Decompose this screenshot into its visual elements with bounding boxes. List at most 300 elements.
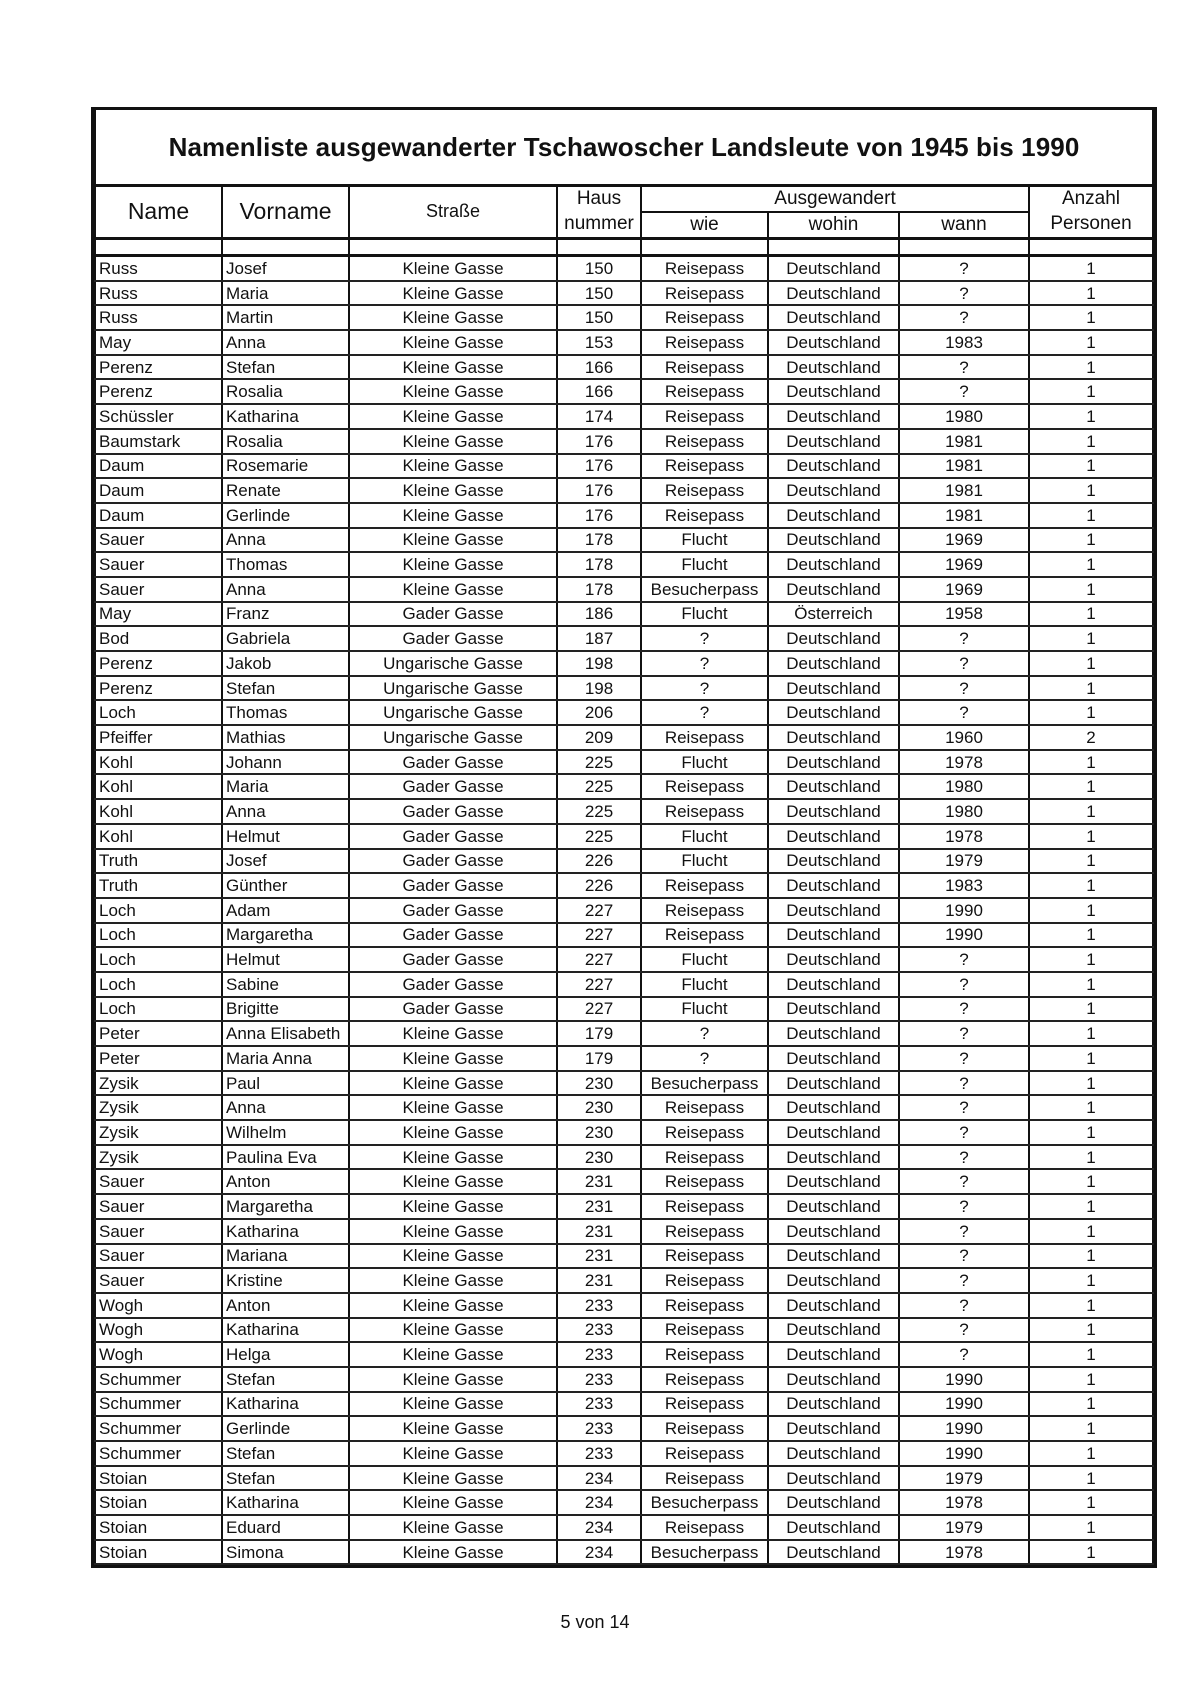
cell-name: Loch <box>95 898 222 923</box>
table-row <box>95 1145 1153 1170</box>
cell-wohin: Deutschland <box>768 1021 899 1046</box>
cell-strasse: Gader Gasse <box>349 873 557 898</box>
cell-wohin: Deutschland <box>768 873 899 898</box>
table-row <box>95 651 1153 676</box>
cell-vorname: Gabriela <box>222 626 349 651</box>
cell-name: Perenz <box>95 379 222 404</box>
cell-vorname: Josef <box>222 849 349 874</box>
cell-anzahl: 1 <box>1029 355 1153 380</box>
table-row <box>95 700 1153 725</box>
cell-anzahl: 1 <box>1029 873 1153 898</box>
cell-wohin: Deutschland <box>768 725 899 750</box>
cell-wann: 1980 <box>899 404 1029 429</box>
table-row <box>95 503 1153 528</box>
cell-vorname: Anton <box>222 1293 349 1318</box>
cell-wohin: Deutschland <box>768 1145 899 1170</box>
cell-strasse: Gader Gasse <box>349 898 557 923</box>
table-row <box>95 379 1153 404</box>
cell-vorname: Anna <box>222 1095 349 1120</box>
table-row <box>95 824 1153 849</box>
cell-hausnummer: 230 <box>557 1071 641 1096</box>
cell-hausnummer: 231 <box>557 1194 641 1219</box>
cell-wie: Besucherpass <box>641 577 768 602</box>
cell-strasse: Kleine Gasse <box>349 1466 557 1491</box>
cell-wohin: Deutschland <box>768 355 899 380</box>
column-header-wie: wie <box>641 212 768 239</box>
cell-name: Russ <box>95 305 222 330</box>
cell-wie: Flucht <box>641 602 768 627</box>
cell-anzahl: 1 <box>1029 651 1153 676</box>
cell-hausnummer: 230 <box>557 1145 641 1170</box>
cell-strasse: Kleine Gasse <box>349 1342 557 1367</box>
cell-vorname: Stefan <box>222 1441 349 1466</box>
cell-wohin: Deutschland <box>768 1367 899 1392</box>
cell-anzahl: 1 <box>1029 1490 1153 1515</box>
cell-strasse: Kleine Gasse <box>349 1515 557 1540</box>
cell-wie: Reisepass <box>641 1219 768 1244</box>
cell-name: Loch <box>95 997 222 1022</box>
cell-vorname: Thomas <box>222 552 349 577</box>
cell-hausnummer: 198 <box>557 651 641 676</box>
cell-name: Wogh <box>95 1318 222 1343</box>
cell-name: Perenz <box>95 676 222 701</box>
cell-vorname: Wilhelm <box>222 1120 349 1145</box>
cell-vorname: Maria <box>222 774 349 799</box>
cell-hausnummer: 225 <box>557 774 641 799</box>
cell-name: Kohl <box>95 799 222 824</box>
table-row <box>95 923 1153 948</box>
cell-wann: 1980 <box>899 799 1029 824</box>
page-number: 5 von 14 <box>560 1612 630 1632</box>
cell-strasse: Kleine Gasse <box>349 1145 557 1170</box>
cell-wie: Besucherpass <box>641 1540 768 1565</box>
table-row <box>95 1219 1153 1244</box>
cell-wohin: Deutschland <box>768 1268 899 1293</box>
cell-wie: Besucherpass <box>641 1490 768 1515</box>
cell-strasse: Kleine Gasse <box>349 1367 557 1392</box>
cell-wohin: Deutschland <box>768 700 899 725</box>
cell-name: Loch <box>95 947 222 972</box>
column-header-wohin: wohin <box>768 212 899 239</box>
cell-anzahl: 1 <box>1029 1120 1153 1145</box>
cell-anzahl: 1 <box>1029 824 1153 849</box>
cell-wann: 1981 <box>899 429 1029 454</box>
cell-vorname: Kristine <box>222 1268 349 1293</box>
cell-wann: 1990 <box>899 1392 1029 1417</box>
cell-name: Sauer <box>95 577 222 602</box>
table-row <box>95 898 1153 923</box>
cell-wie: Reisepass <box>641 379 768 404</box>
cell-wohin: Deutschland <box>768 305 899 330</box>
cell-wann: ? <box>899 1244 1029 1269</box>
cell-hausnummer: 176 <box>557 478 641 503</box>
cell-hausnummer: 234 <box>557 1466 641 1491</box>
cell-strasse: Kleine Gasse <box>349 1120 557 1145</box>
cell-anzahl: 1 <box>1029 330 1153 355</box>
cell-vorname: Sabine <box>222 972 349 997</box>
cell-anzahl: 1 <box>1029 1071 1153 1096</box>
cell-name: Loch <box>95 700 222 725</box>
cell-strasse: Kleine Gasse <box>349 1194 557 1219</box>
cell-strasse: Kleine Gasse <box>349 1441 557 1466</box>
cell-wohin: Deutschland <box>768 1540 899 1565</box>
table-row <box>95 528 1153 553</box>
cell-strasse: Kleine Gasse <box>349 429 557 454</box>
cell-vorname: Renate <box>222 478 349 503</box>
cell-anzahl: 1 <box>1029 1466 1153 1491</box>
table-row <box>95 873 1153 898</box>
cell-wie: Reisepass <box>641 330 768 355</box>
cell-hausnummer: 231 <box>557 1244 641 1269</box>
cell-anzahl: 1 <box>1029 972 1153 997</box>
cell-wann: ? <box>899 1194 1029 1219</box>
cell-wann: 1979 <box>899 1515 1029 1540</box>
cell-vorname: Rosalia <box>222 429 349 454</box>
cell-wohin: Deutschland <box>768 1466 899 1491</box>
cell-vorname: Mathias <box>222 725 349 750</box>
cell-wann: ? <box>899 256 1029 281</box>
cell-vorname: Anna <box>222 577 349 602</box>
cell-anzahl: 1 <box>1029 1145 1153 1170</box>
cell-wohin: Deutschland <box>768 1244 899 1269</box>
cell-name: Russ <box>95 256 222 281</box>
cell-name: Pfeiffer <box>95 725 222 750</box>
cell-wann: ? <box>899 1145 1029 1170</box>
cell-anzahl: 1 <box>1029 1046 1153 1071</box>
cell-wie: Reisepass <box>641 1169 768 1194</box>
cell-name: Schummer <box>95 1416 222 1441</box>
blank-spacer-row <box>95 239 1153 256</box>
cell-wohin: Deutschland <box>768 454 899 479</box>
cell-vorname: Paul <box>222 1071 349 1096</box>
cell-wohin: Deutschland <box>768 256 899 281</box>
cell-anzahl: 1 <box>1029 404 1153 429</box>
table-row <box>95 330 1153 355</box>
cell-wohin: Deutschland <box>768 1046 899 1071</box>
cell-wann: ? <box>899 305 1029 330</box>
cell-name: Perenz <box>95 651 222 676</box>
cell-name: Sauer <box>95 1268 222 1293</box>
cell-wohin: Deutschland <box>768 1490 899 1515</box>
cell-hausnummer: 178 <box>557 528 641 553</box>
cell-strasse: Kleine Gasse <box>349 1071 557 1096</box>
cell-anzahl: 1 <box>1029 626 1153 651</box>
cell-hausnummer: 226 <box>557 849 641 874</box>
cell-vorname: Mariana <box>222 1244 349 1269</box>
cell-hausnummer: 225 <box>557 799 641 824</box>
cell-wie: ? <box>641 1046 768 1071</box>
cell-name: Zysik <box>95 1145 222 1170</box>
cell-wohin: Deutschland <box>768 404 899 429</box>
table-row <box>95 1194 1153 1219</box>
cell-name: Daum <box>95 478 222 503</box>
cell-anzahl: 1 <box>1029 1515 1153 1540</box>
cell-name: Bod <box>95 626 222 651</box>
cell-anzahl: 1 <box>1029 1169 1153 1194</box>
cell-name: Zysik <box>95 1095 222 1120</box>
table-row <box>95 305 1153 330</box>
cell-name: Sauer <box>95 1194 222 1219</box>
cell-name: Kohl <box>95 750 222 775</box>
table-row <box>95 626 1153 651</box>
cell-wann: ? <box>899 379 1029 404</box>
cell-strasse: Kleine Gasse <box>349 305 557 330</box>
cell-anzahl: 1 <box>1029 552 1153 577</box>
emigrant-list-table <box>94 110 1154 1565</box>
cell-vorname: Katharina <box>222 1318 349 1343</box>
cell-wie: Reisepass <box>641 1367 768 1392</box>
cell-strasse: Kleine Gasse <box>349 1268 557 1293</box>
cell-wie: Flucht <box>641 528 768 553</box>
cell-wann: ? <box>899 1169 1029 1194</box>
cell-strasse: Gader Gasse <box>349 799 557 824</box>
cell-hausnummer: 227 <box>557 997 641 1022</box>
cell-hausnummer: 233 <box>557 1441 641 1466</box>
emigrant-list-table-frame <box>91 107 1157 1568</box>
table-row <box>95 849 1153 874</box>
cell-wohin: Deutschland <box>768 651 899 676</box>
cell-hausnummer: 178 <box>557 552 641 577</box>
cell-strasse: Kleine Gasse <box>349 454 557 479</box>
table-row <box>95 602 1153 627</box>
cell-hausnummer: 233 <box>557 1367 641 1392</box>
cell-strasse: Kleine Gasse <box>349 503 557 528</box>
cell-strasse: Gader Gasse <box>349 602 557 627</box>
cell-wie: Reisepass <box>641 355 768 380</box>
cell-anzahl: 1 <box>1029 750 1153 775</box>
cell-wie: Reisepass <box>641 429 768 454</box>
cell-name: May <box>95 330 222 355</box>
table-row <box>95 1046 1153 1071</box>
cell-anzahl: 1 <box>1029 602 1153 627</box>
cell-hausnummer: 227 <box>557 947 641 972</box>
cell-wohin: Deutschland <box>768 972 899 997</box>
cell-anzahl: 1 <box>1029 997 1153 1022</box>
cell-wohin: Deutschland <box>768 1293 899 1318</box>
cell-hausnummer: 179 <box>557 1021 641 1046</box>
cell-hausnummer: 187 <box>557 626 641 651</box>
cell-wann: 1990 <box>899 898 1029 923</box>
cell-hausnummer: 209 <box>557 725 641 750</box>
cell-wie: Flucht <box>641 997 768 1022</box>
cell-vorname: Gerlinde <box>222 1416 349 1441</box>
cell-anzahl: 1 <box>1029 1540 1153 1565</box>
table-row <box>95 1515 1153 1540</box>
cell-hausnummer: 206 <box>557 700 641 725</box>
cell-wohin: Deutschland <box>768 1194 899 1219</box>
table-row <box>95 799 1153 824</box>
cell-vorname: Maria Anna <box>222 1046 349 1071</box>
cell-wohin: Deutschland <box>768 1515 899 1540</box>
cell-anzahl: 2 <box>1029 725 1153 750</box>
cell-wann: 1990 <box>899 923 1029 948</box>
cell-hausnummer: 150 <box>557 256 641 281</box>
cell-wann: 1978 <box>899 824 1029 849</box>
cell-name: Peter <box>95 1046 222 1071</box>
cell-name: Stoian <box>95 1540 222 1565</box>
cell-hausnummer: 174 <box>557 404 641 429</box>
cell-wie: Reisepass <box>641 799 768 824</box>
cell-vorname: Thomas <box>222 700 349 725</box>
cell-strasse: Gader Gasse <box>349 626 557 651</box>
cell-name: Schummer <box>95 1441 222 1466</box>
cell-wann: ? <box>899 947 1029 972</box>
cell-strasse: Ungarische Gasse <box>349 676 557 701</box>
cell-wie: ? <box>641 626 768 651</box>
cell-wohin: Deutschland <box>768 676 899 701</box>
cell-name: May <box>95 602 222 627</box>
table-row <box>95 1540 1153 1565</box>
cell-strasse: Gader Gasse <box>349 923 557 948</box>
cell-wie: Reisepass <box>641 1244 768 1269</box>
cell-name: Daum <box>95 454 222 479</box>
cell-wie: Flucht <box>641 947 768 972</box>
cell-wohin: Deutschland <box>768 947 899 972</box>
cell-hausnummer: 234 <box>557 1490 641 1515</box>
cell-anzahl: 1 <box>1029 1268 1153 1293</box>
table-row <box>95 1490 1153 1515</box>
cell-name: Schummer <box>95 1367 222 1392</box>
table-row <box>95 1071 1153 1096</box>
cell-wann: 1980 <box>899 774 1029 799</box>
table-row <box>95 725 1153 750</box>
cell-anzahl: 1 <box>1029 1318 1153 1343</box>
cell-wie: Reisepass <box>641 1392 768 1417</box>
cell-wann: 1969 <box>899 552 1029 577</box>
document-title: Namenliste ausgewanderter Tschawoscher Landsleute von 1945 bis 1990 <box>95 110 1153 186</box>
cell-wann: ? <box>899 1318 1029 1343</box>
cell-wann: 1978 <box>899 750 1029 775</box>
cell-anzahl: 1 <box>1029 256 1153 281</box>
cell-wann: ? <box>899 997 1029 1022</box>
cell-name: Daum <box>95 503 222 528</box>
cell-anzahl: 1 <box>1029 379 1153 404</box>
cell-wie: Reisepass <box>641 503 768 528</box>
cell-anzahl: 1 <box>1029 454 1153 479</box>
cell-strasse: Kleine Gasse <box>349 577 557 602</box>
cell-name: Sauer <box>95 552 222 577</box>
cell-wie: Reisepass <box>641 898 768 923</box>
cell-hausnummer: 153 <box>557 330 641 355</box>
cell-strasse: Kleine Gasse <box>349 1169 557 1194</box>
cell-wie: Flucht <box>641 750 768 775</box>
cell-name: Peter <box>95 1021 222 1046</box>
cell-vorname: Helga <box>222 1342 349 1367</box>
cell-wie: Reisepass <box>641 454 768 479</box>
cell-wie: Reisepass <box>641 1416 768 1441</box>
cell-wann: ? <box>899 972 1029 997</box>
cell-wohin: Österreich <box>768 602 899 627</box>
cell-strasse: Gader Gasse <box>349 849 557 874</box>
table-row <box>95 256 1153 281</box>
cell-strasse: Ungarische Gasse <box>349 700 557 725</box>
cell-vorname: Gerlinde <box>222 503 349 528</box>
cell-vorname: Jakob <box>222 651 349 676</box>
cell-wie: Reisepass <box>641 281 768 306</box>
cell-anzahl: 1 <box>1029 799 1153 824</box>
table-row <box>95 1293 1153 1318</box>
cell-anzahl: 1 <box>1029 923 1153 948</box>
cell-wohin: Deutschland <box>768 1095 899 1120</box>
cell-wie: Flucht <box>641 552 768 577</box>
cell-anzahl: 1 <box>1029 898 1153 923</box>
cell-anzahl: 1 <box>1029 429 1153 454</box>
cell-hausnummer: 231 <box>557 1268 641 1293</box>
cell-wann: ? <box>899 676 1029 701</box>
table-row <box>95 1244 1153 1269</box>
cell-anzahl: 1 <box>1029 947 1153 972</box>
cell-wohin: Deutschland <box>768 528 899 553</box>
cell-anzahl: 1 <box>1029 478 1153 503</box>
cell-wohin: Deutschland <box>768 429 899 454</box>
cell-vorname: Brigitte <box>222 997 349 1022</box>
cell-wann: 1981 <box>899 478 1029 503</box>
cell-vorname: Rosemarie <box>222 454 349 479</box>
cell-vorname: Katharina <box>222 1219 349 1244</box>
cell-wie: ? <box>641 651 768 676</box>
cell-vorname: Paulina Eva <box>222 1145 349 1170</box>
cell-vorname: Katharina <box>222 1490 349 1515</box>
cell-wohin: Deutschland <box>768 330 899 355</box>
cell-hausnummer: 178 <box>557 577 641 602</box>
cell-wohin: Deutschland <box>768 1392 899 1417</box>
cell-hausnummer: 227 <box>557 898 641 923</box>
cell-wann: 1990 <box>899 1416 1029 1441</box>
cell-vorname: Stefan <box>222 355 349 380</box>
cell-name: Zysik <box>95 1120 222 1145</box>
cell-wohin: Deutschland <box>768 552 899 577</box>
cell-wohin: Deutschland <box>768 1219 899 1244</box>
table-row <box>95 355 1153 380</box>
cell-wohin: Deutschland <box>768 626 899 651</box>
cell-wann: ? <box>899 1268 1029 1293</box>
cell-wann: ? <box>899 626 1029 651</box>
cell-vorname: Helmut <box>222 947 349 972</box>
cell-vorname: Adam <box>222 898 349 923</box>
cell-wie: Reisepass <box>641 305 768 330</box>
cell-name: Sauer <box>95 1169 222 1194</box>
table-row <box>95 774 1153 799</box>
column-header-haus-top: Haus <box>557 186 641 213</box>
cell-hausnummer: 176 <box>557 503 641 528</box>
cell-wann: 1981 <box>899 454 1029 479</box>
cell-name: Schüssler <box>95 404 222 429</box>
column-header-haus-bottom: nummer <box>557 212 641 239</box>
cell-strasse: Kleine Gasse <box>349 404 557 429</box>
cell-wie: Reisepass <box>641 725 768 750</box>
cell-hausnummer: 230 <box>557 1095 641 1120</box>
cell-wohin: Deutschland <box>768 281 899 306</box>
cell-hausnummer: 233 <box>557 1318 641 1343</box>
column-header-wann: wann <box>899 212 1029 239</box>
cell-wie: Reisepass <box>641 1120 768 1145</box>
cell-hausnummer: 231 <box>557 1219 641 1244</box>
cell-strasse: Kleine Gasse <box>349 355 557 380</box>
cell-hausnummer: 226 <box>557 873 641 898</box>
cell-wohin: Deutschland <box>768 750 899 775</box>
cell-anzahl: 1 <box>1029 676 1153 701</box>
cell-wann: 1978 <box>899 1490 1029 1515</box>
cell-name: Schummer <box>95 1392 222 1417</box>
table-row <box>95 281 1153 306</box>
cell-vorname: Anton <box>222 1169 349 1194</box>
cell-vorname: Rosalia <box>222 379 349 404</box>
cell-hausnummer: 234 <box>557 1515 641 1540</box>
cell-hausnummer: 231 <box>557 1169 641 1194</box>
cell-wann: 1958 <box>899 602 1029 627</box>
cell-hausnummer: 234 <box>557 1540 641 1565</box>
cell-wie: Reisepass <box>641 1441 768 1466</box>
